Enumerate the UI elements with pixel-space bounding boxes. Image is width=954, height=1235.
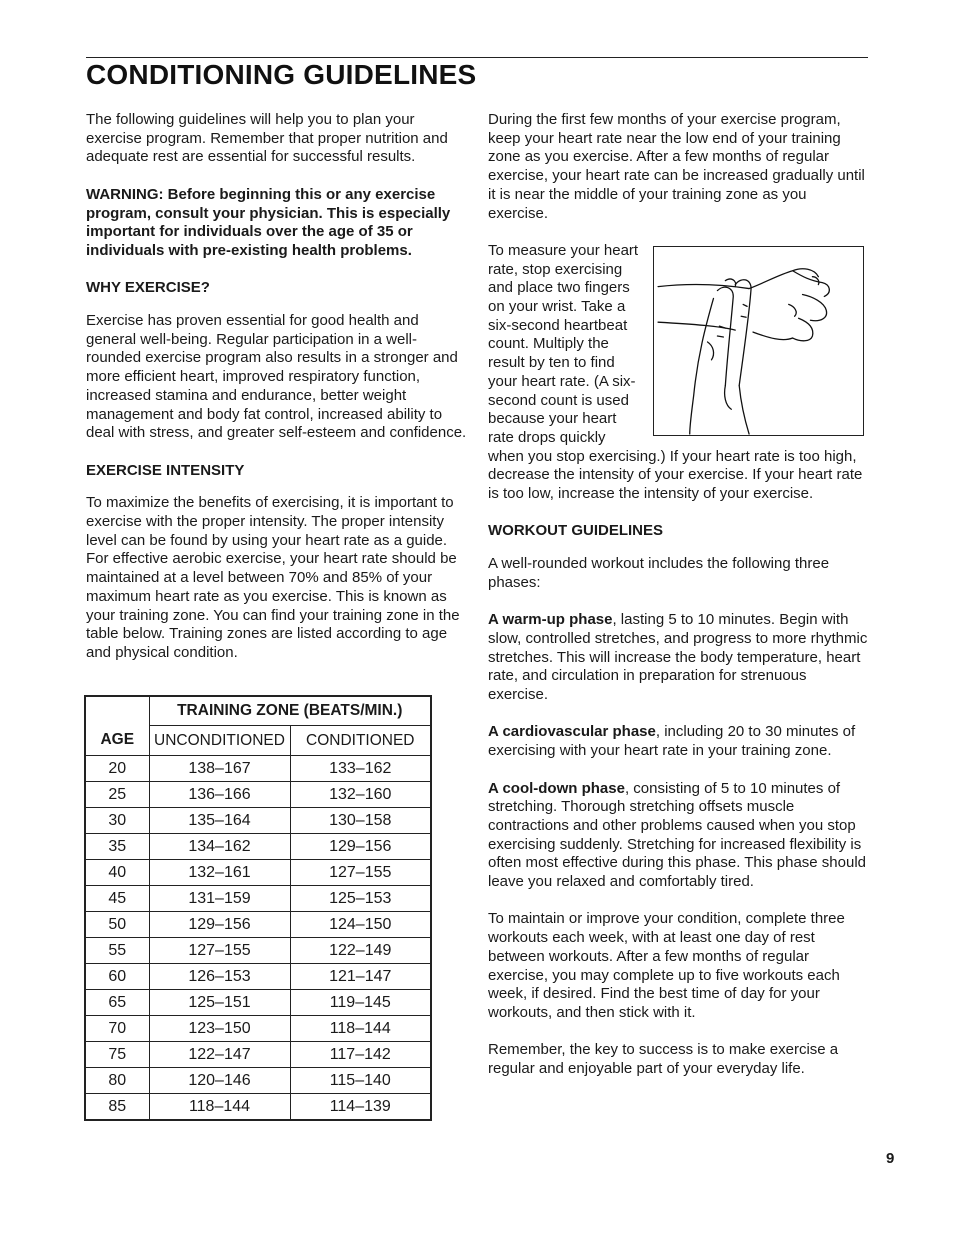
table-row [85,834,431,860]
conditioned-cell: 125–153 [290,886,431,912]
training-zone-header: TRAINING ZONE (BEATS/MIN.) [149,696,431,726]
table-row [85,782,431,808]
unconditioned-cell: 118–144 [149,1094,290,1121]
why-exercise-heading: WHY EXERCISE? [86,279,210,297]
age-cell: 80 [85,1068,149,1094]
table-row [85,1042,431,1068]
top-rule [86,57,868,58]
exercise-intensity-paragraph: To maximize the benefits of exercising, it is important to exercise with the proper intensity. The proper intensity level can be found by using your heart rate as a guide. For effective aerobic exercise, your heart rate should be maintained at a level between 70% and 85% of your maximum heart rate as you exercise. This is known as your training zone. You can find your training zone in the table below. Training zones are listed according to age and physical condition. [86,494,460,661]
warmup-paragraph [488,611,870,705]
age-cell: 50 [85,912,149,938]
page-title: CONDITIONING GUIDELINES [86,59,477,90]
warmup-text: , lasting 5 to 10 minutes. Begin with slow, controlled stretches, and progress to more rhythmic stretches. This will increase the body temperature, heart rate, and circulation in preparation for strenuous exercise. [488,611,868,704]
table-row [85,1016,431,1042]
cooldown-lead: A cool-down phase [488,779,625,797]
conditioned-cell: 122–149 [290,938,431,964]
table-row [85,938,431,964]
conditioned-cell: 115–140 [290,1068,431,1094]
left-column [86,111,468,681]
table-row [85,912,431,938]
warning-paragraph: WARNING: Before beginning this or any exercise program, consult your physician. This is especially important for individuals over the age of 35 or individuals with pre-existing health problems. [86,185,451,259]
why-exercise-paragraph: Exercise has proven essential for good health and general well-being. Regular participation in a well-rounded exercise program also results in a stronger and more efficient heart, improved respiratory function, increased stamina and endurance, better weight management and body fat control, increased ability to deal with stress, and greater self-esteem and confidence. [86,312,467,442]
age-cell: 65 [85,990,149,1016]
table-row [85,756,431,782]
conditioned-cell: 119–145 [290,990,431,1016]
table-row [85,886,431,912]
intro-paragraph: The following guidelines will help you to plan your exercise program. Remember that proper nutrition and adequate rest are essential for successful results. [86,111,448,166]
unconditioned-cell: 138–167 [149,756,290,782]
unconditioned-cell: 136–166 [149,782,290,808]
age-cell: 40 [85,860,149,886]
cardio-lead: A cardiovascular phase [488,723,656,741]
age-cell: 35 [85,834,149,860]
conditioned-cell: 130–158 [290,808,431,834]
age-cell: 20 [85,756,149,782]
unconditioned-cell: 123–150 [149,1016,290,1042]
cooldown-paragraph [488,780,870,892]
workout-intro-paragraph: A well-rounded workout includes the following three phases: [488,555,830,591]
maintain-paragraph: To maintain or improve your condition, complete three workouts each week, with at least one day of rest between workouts. After a few months of regular exercise, you may complete up to five workouts each week, if desired. Find the best time of day for your workouts, and then stick with it. [488,910,845,1021]
age-cell: 85 [85,1094,149,1121]
conditioned-cell: 121–147 [290,964,431,990]
measure-heart-rate-paragraph: To measure your heart rate, stop exercising and place two fingers on your wrist. Take a six-second heartbeat count. Multiply the result by ten to find your heart rate. (A six-second count is used because your heart rate drops quickly when you stop exercising.) If your heart rate is too high, decrease the intensity of your exercise. If your heart rate is too low, increase the intensity of your exercise. [488,241,863,503]
unconditioned-header: UNCONDITIONED [149,726,290,756]
table-row [85,1094,431,1121]
conditioned-cell: 127–155 [290,860,431,886]
exercise-intensity-heading: EXERCISE INTENSITY [86,461,245,479]
unconditioned-cell: 129–156 [149,912,290,938]
unconditioned-cell: 125–151 [149,990,290,1016]
heart-rate-progression-paragraph: During the first few months of your exercise program, keep your heart rate near the low end of your training zone as you exercise. After a few months of regular exercise, your heart rate can be increased gradually until it is near the middle of your training zone as you exercise. [488,111,865,222]
conditioned-cell: 117–142 [290,1042,431,1068]
training-zone-rows [85,756,431,1121]
unconditioned-cell: 126–153 [149,964,290,990]
unconditioned-cell: 122–147 [149,1042,290,1068]
unconditioned-cell: 135–164 [149,808,290,834]
table-row [85,808,431,834]
age-cell: 30 [85,808,149,834]
conditioned-cell: 133–162 [290,756,431,782]
conditioned-header: CONDITIONED [290,726,431,756]
age-cell: 60 [85,964,149,990]
cardio-paragraph [488,723,870,760]
unconditioned-cell: 120–146 [149,1068,290,1094]
age-cell: 55 [85,938,149,964]
table-row [85,990,431,1016]
warmup-lead: A warm-up phase [488,611,613,629]
right-column [488,111,870,1097]
conditioned-cell: 129–156 [290,834,431,860]
conditioned-cell: 132–160 [290,782,431,808]
page-number: 9 [886,1150,895,1167]
conditioned-cell: 114–139 [290,1094,431,1121]
age-header: AGE [85,696,149,756]
remember-paragraph: Remember, the key to success is to make exercise a regular and enjoyable part of your everyday life. [488,1041,839,1078]
age-cell: 25 [85,782,149,808]
unconditioned-cell: 131–159 [149,886,290,912]
conditioned-cell: 118–144 [290,1016,431,1042]
hand-on-wrist-icon [654,247,863,435]
table-row [85,860,431,886]
unconditioned-cell: 132–161 [149,860,290,886]
cardio-text: , including 20 to 30 minutes of exercising with your heart rate in your training zone. [488,723,856,760]
age-cell: 45 [85,886,149,912]
cooldown-text: , consisting of 5 to 10 minutes of stretching. Thorough stretching offsets muscle contractions and other problems caused when you stop exercising suddenly. Stretching for increased flexibility is often most effective during this phase. This phase should leave you relaxed and comfortably tired. [488,779,867,891]
training-zone-table [84,695,432,1121]
table-row [85,964,431,990]
conditioned-cell: 124–150 [290,912,431,938]
workout-guidelines-heading: WORKOUT GUIDELINES [488,522,663,540]
unconditioned-cell: 134–162 [149,834,290,860]
pulse-check-illustration [653,246,864,436]
table-row [85,1068,431,1094]
age-cell: 70 [85,1016,149,1042]
unconditioned-cell: 127–155 [149,938,290,964]
age-cell: 75 [85,1042,149,1068]
